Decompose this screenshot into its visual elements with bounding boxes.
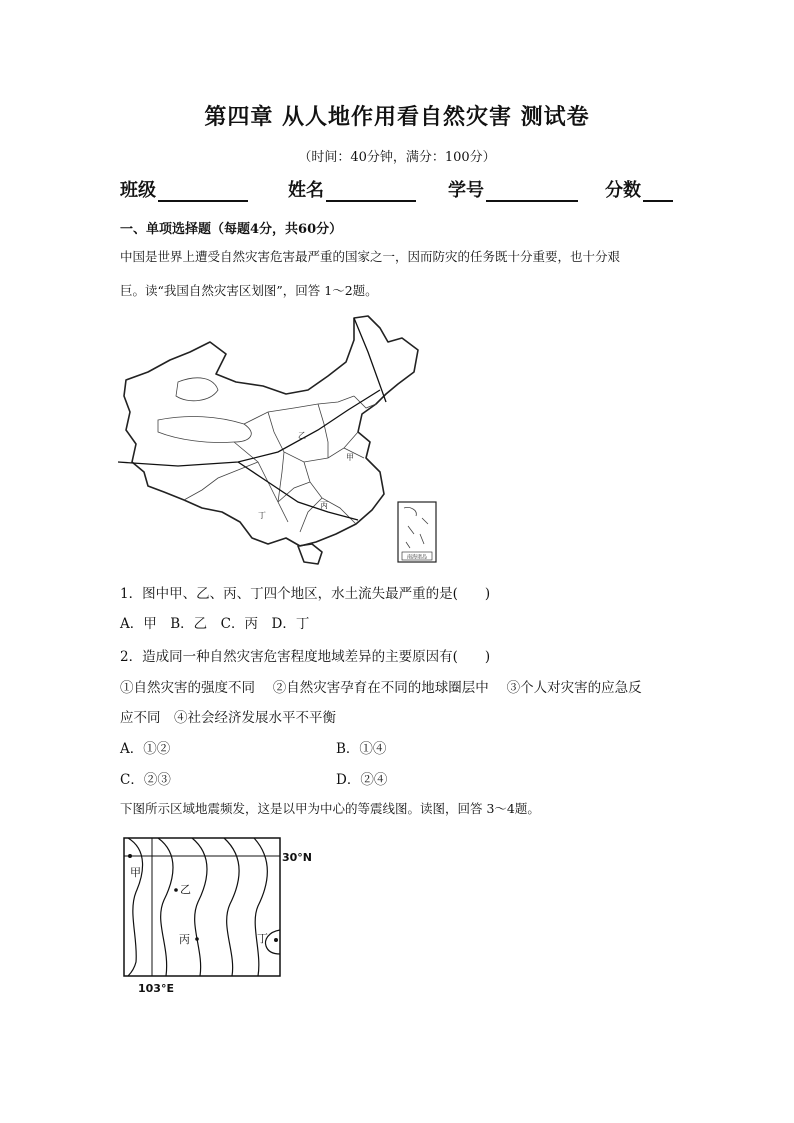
point-ding-dot [274, 938, 278, 942]
question-2-option-c: C．②③ [120, 772, 171, 788]
longitude-label: 103°E [138, 982, 174, 994]
question-2-option-a: A．①② [120, 741, 171, 757]
score-label: 分数 [605, 180, 641, 201]
student-id-field [448, 176, 578, 202]
map-frame [124, 838, 280, 976]
question-2-option-b: B．①④ [336, 741, 387, 757]
point-jia-label: 甲 [130, 866, 141, 879]
isoseismal-map [118, 834, 328, 994]
score-field [605, 176, 673, 202]
map-label-ding: 丁 [258, 511, 266, 520]
point-yi-dot [174, 888, 178, 892]
class-field [120, 176, 248, 202]
intro-line-2: 巨。读“我国自然灾害区划图”，回答 1～2题。 [120, 283, 378, 298]
map-label-jia: 甲 [346, 453, 354, 462]
question-2-line-2: 应不同 ④社会经济发展水平不平衡 [120, 710, 336, 726]
page-title: 第四章 从人地作用看自然灾害 测试卷 [204, 105, 590, 130]
map-label-bing: 丙 [320, 501, 328, 510]
south-sea-inset [398, 502, 436, 562]
student-id-label: 学号 [448, 180, 484, 201]
intro-line-1: 中国是世界上遭受自然灾害危害最严重的国家之一，因而防灾的任务既十分重要，也十分艰 [120, 249, 621, 264]
question-2-option-d: D．②④ [336, 772, 388, 788]
isoseismal-lines [128, 838, 280, 976]
name-label: 姓名 [288, 180, 324, 201]
latitude-label: 30°N [282, 851, 313, 864]
point-jia-dot [128, 854, 132, 858]
name-blank[interactable] [326, 182, 416, 202]
question-1-options: A．甲 B．乙 C．丙 D．丁 [120, 616, 310, 632]
point-yi-label: 乙 [180, 883, 191, 896]
intro-3-4: 下图所示区域地震频发，这是以甲为中心的等震线图。读图，回答 3～4题。 [120, 801, 540, 816]
inset-label: 南海诸岛 [406, 554, 428, 561]
section-heading: 一、单项选择题（每题4分，共60分） [120, 222, 343, 237]
map-label-yi: 乙 [298, 431, 306, 440]
class-label: 班级 [120, 180, 156, 201]
question-2-stem: 2．造成同一种自然灾害危害程度地域差异的主要原因有( ) [120, 649, 491, 665]
exam-time-info: （时间：40分钟，满分：100分） [298, 150, 496, 165]
student-id-blank[interactable] [486, 182, 578, 202]
point-bing-label: 丙 [179, 933, 190, 946]
china-hazard-map [118, 312, 443, 568]
point-ding-label: 丁 [257, 932, 268, 945]
score-blank[interactable] [643, 182, 673, 202]
class-blank[interactable] [158, 182, 248, 202]
name-field [288, 176, 416, 202]
question-2-line-1: ①自然灾害的强度不同 ②自然灾害孕育在不同的地球圈层中 ③个人对灾害的应急反 [120, 680, 642, 696]
question-1-stem: 1．图中甲、乙、丙、丁四个地区，水土流失最严重的是( ) [120, 586, 491, 602]
point-bing-dot [195, 937, 199, 941]
